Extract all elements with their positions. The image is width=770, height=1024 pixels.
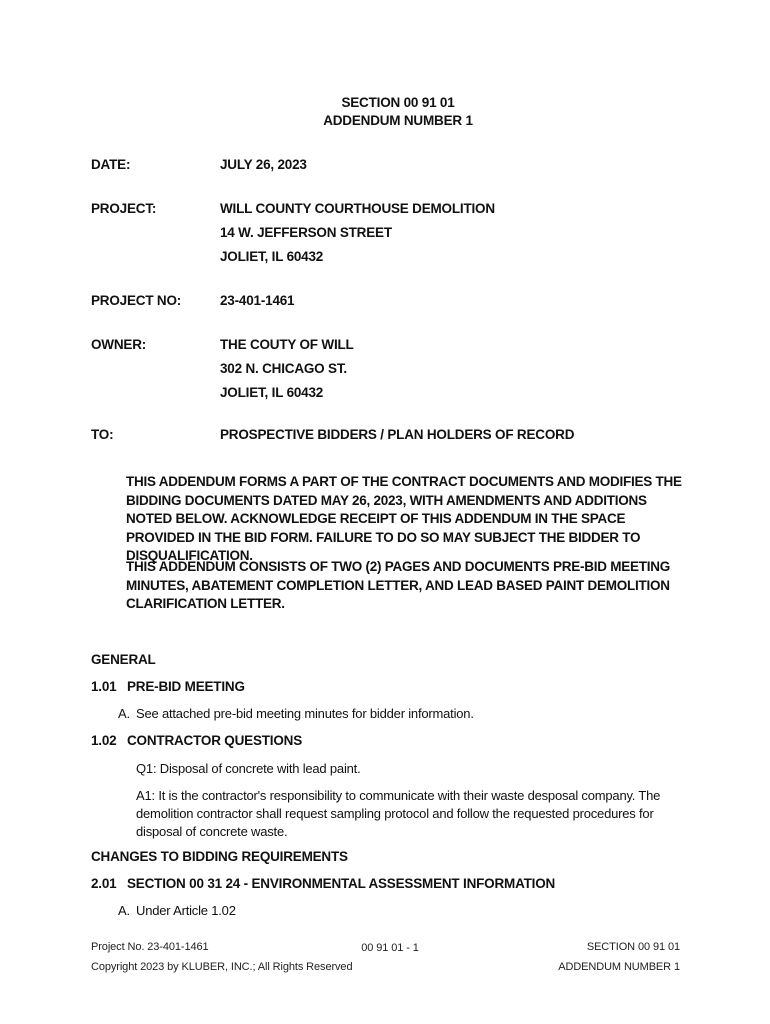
section-1-01-number: 1.01 [91,679,117,694]
project-street: 14 W. JEFFERSON STREET [220,225,392,240]
footer-page-number: 00 91 01 - 1 [361,942,419,954]
section-2-01-heading [91,876,555,891]
section-1-01-item-a [118,705,474,723]
date-label: DATE: [91,157,131,172]
intro-paragraph-2: THIS ADDENDUM CONSISTS OF TWO (2) PAGES AND DOCUMENTS PRE-BID MEETING MINUTES, ABATEMENT COMPLETION LETTER, AND LEAD BASED PAINT DEMOLITION CLARIFICATION LETTER. [126,559,671,611]
owner-label: OWNER: [91,337,147,352]
project-name: WILL COUNTY COURTHOUSE DEMOLITION [220,201,495,216]
owner-city: JOLIET, IL 60432 [220,385,324,400]
item-letter: A. [118,903,130,918]
owner-name: THE COUTY OF WILL [220,337,354,352]
project-no-label: PROJECT NO: [91,293,182,308]
section-1-01-title: PRE-BID MEETING [127,679,245,694]
section-2-01-number: 2.01 [91,876,117,891]
project-city: JOLIET, IL 60432 [220,249,324,264]
section-2-01-title: SECTION 00 31 24 - ENVIRONMENTAL ASSESSMENT INFORMATION [127,876,556,891]
section-title: SECTION 00 91 01 [341,95,455,110]
to-value: PROSPECTIVE BIDDERS / PLAN HOLDERS OF RECORD [220,427,575,442]
to-label: TO: [91,427,114,442]
project-no-value: 23-401-1461 [220,293,295,308]
section-2-01-item-a [118,902,236,920]
footer-section: SECTION 00 91 01 [586,941,680,953]
changes-heading: CHANGES TO BIDDING REQUIREMENTS [91,849,348,864]
item-letter: A. [118,706,130,721]
item-text: Under Article 1.02 [136,903,236,918]
section-1-01-heading [91,679,245,694]
intro-paragraph-1: THIS ADDENDUM FORMS A PART OF THE CONTRACT DOCUMENTS AND MODIFIES THE BIDDING DOCUMENTS DATED MAY 26, 2023, WITH AMENDMENTS AND ADDITIONS NOTED BELOW. ACKNOWLEDGE RECEIPT OF THIS ADDENDUM IN THE SPACE PROVIDED IN THE BID FORM. FAILURE TO DO SO MAY SUBJECT THE BIDDER TO DISQUALIFICATION. [126,474,682,563]
owner-street: 302 N. CHICAGO ST. [220,361,347,376]
footer-project-no: Project No. 23-401-1461 [91,941,209,953]
project-label: PROJECT: [91,201,157,216]
general-heading: GENERAL [91,652,156,667]
section-1-02-title: CONTRACTOR QUESTIONS [127,733,303,748]
footer-addendum: ADDENDUM NUMBER 1 [558,961,680,973]
footer-copyright: Copyright 2023 by KLUBER, INC.; All Rights Reserved [91,961,353,973]
section-1-02-number: 1.02 [91,733,117,748]
question-1: Q1: Disposal of concrete with lead paint. [136,761,361,776]
addendum-title: ADDENDUM NUMBER 1 [323,113,473,128]
section-1-02-heading [91,733,302,748]
answer-1: A1: It is the contractor's responsibility to communicate with their waste desposal company. The demolition contractor shall request sampling protocol and follow the requested procedures for disposal of concrete waste. [136,788,661,839]
item-text: See attached pre-bid meeting minutes for bidder information. [136,706,474,721]
date-value: JULY 26, 2023 [220,157,307,172]
